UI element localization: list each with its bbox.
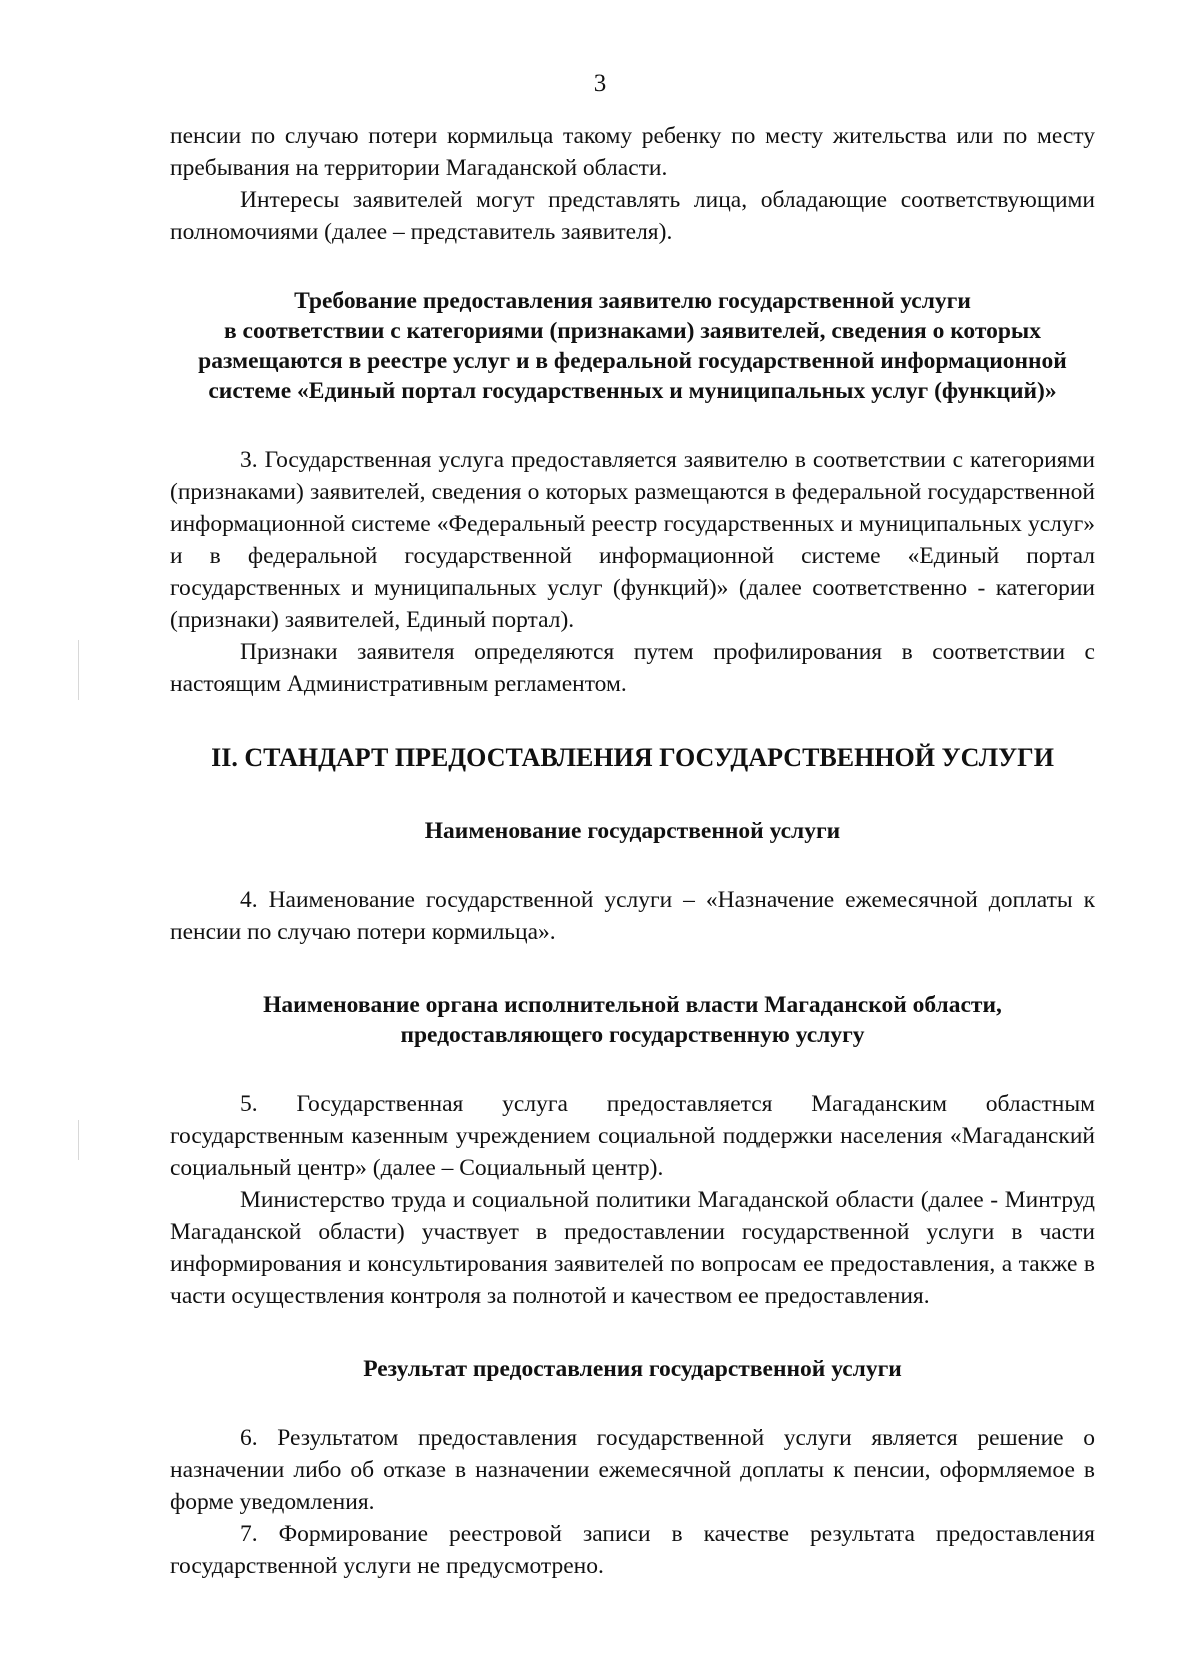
paragraph: 7. Формирование реестровой записи в качестве результата предоставления государственной услуги не предусмотрено. [170,1521,1095,1579]
heading-line: предоставляющего государственную услугу [400,1022,865,1048]
scan-artifact-line [78,640,79,700]
paragraph: пенсии по случаю потери кормильца такому ребенку по месту жительства или по месту пребывания на территории Магаданской области. [170,123,1095,181]
document-body [170,120,1095,1582]
paragraph: Интересы заявителей могут представлять лица, обладающие соответствующими полномочиями (далее – представитель заявителя). [170,187,1095,245]
paragraph: 6. Результатом предоставления государственной услуги является решение о назначении либо об отказе в назначении ежемесячной доплаты к пенсии, оформляемое в форме уведомления. [170,1425,1095,1515]
scan-artifact-line [78,1120,79,1160]
paragraph: 3. Государственная услуга предоставляется заявителю в соответствии с категориями (признаками) заявителей, сведения о которых размещаются в федеральной государственной информационной системе «Федеральный реестр государственных и муниципальных услуг» и в федеральной государственной информационной системе «Единый портал государственных и муниципальных услуг (функций)» (далее соответственно - категории (признаки) заявителей, Единый портал). [170,447,1095,633]
section-heading-authority [170,990,1095,1050]
paragraph: 4. Наименование государственной услуги – «Назначение ежемесячной доплаты к пенсии по случаю потери кормильца». [170,887,1095,945]
paragraph: Министерство труда и социальной политики Магаданской области (далее - Минтруд Магаданской области) участвует в предоставлении государственной услуги в части информирования и консультирования заявителей по вопросам ее предоставления, а также в части осуществления контроля за полнотой и качеством ее предоставления. [170,1187,1095,1309]
paragraph: 5. Государственная услуга предоставляется Магаданским областным государственным казенным учреждением социальной поддержки населения «Магаданский социальный центр» (далее – Социальный центр). [170,1091,1095,1181]
chapter-title: II. СТАНДАРТ ПРЕДОСТАВЛЕНИЯ ГОСУДАРСТВЕННОЙ УСЛУГИ [211,743,1054,772]
heading-line: системе «Единый портал государственных и муниципальных услуг (функций)» [208,378,1057,404]
paragraph: Признаки заявителя определяются путем профилирования в соответствии с настоящим Административным регламентом. [170,639,1095,697]
section-heading-result: Результат предоставления государственной услуги [363,1356,902,1382]
heading-line: в соответствии с категориями (признаками) заявителей, сведения о которых [223,318,1042,344]
heading-line: Требование предоставления заявителю государственной услуги [294,288,971,314]
section-heading-requirement [170,286,1095,406]
heading-line: размещаются в реестре услуг и в федеральной государственной информационной [198,348,1067,374]
page-number: 3 [593,70,607,97]
section-heading-service-name: Наименование государственной услуги [424,818,841,844]
heading-line: Наименование органа исполнительной власти Магаданской области, [263,992,1002,1018]
